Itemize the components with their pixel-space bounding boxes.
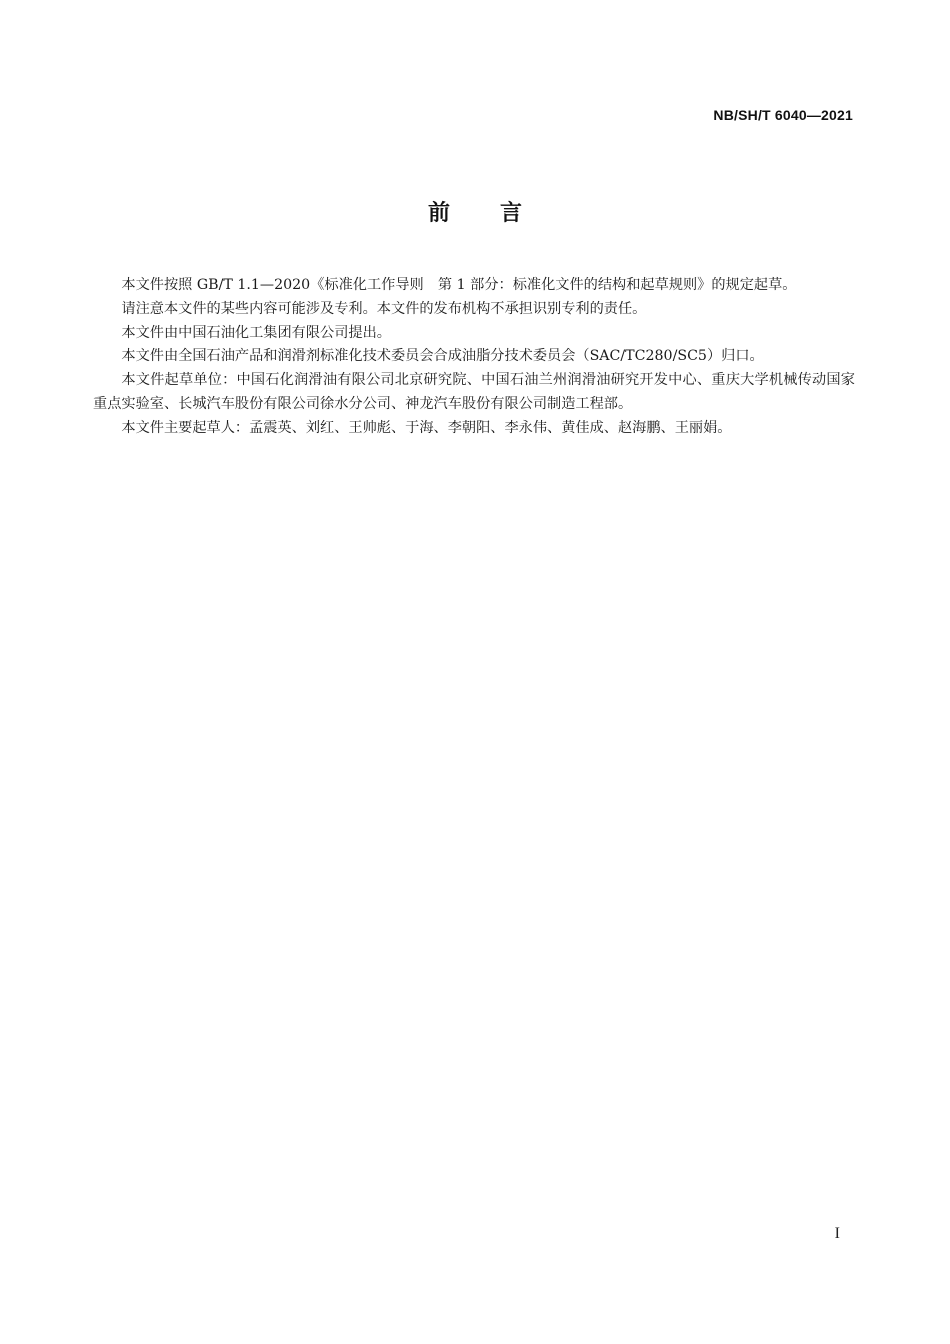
foreword-body (93, 274, 855, 441)
standard-number: NB/SH/T 6040—2021 (713, 107, 853, 123)
page-number: I (834, 1225, 840, 1242)
paragraph-committee: 本文件由全国石油产品和润滑剂标准化技术委员会合成油脂分技术委员会（SAC/TC280/SC5）归口。 (121, 348, 764, 365)
paragraph-drafting-rules: 本文件按照 GB/T 1.1—2020《标准化工作导则 第 1 部分：标准化文件的结构和起草规则》的规定起草。 (121, 277, 797, 293)
paragraph-drafters: 本文件主要起草人：孟震英、刘红、王帅彪、于海、李朝阳、李永伟、黄佳成、赵海鹏、王丽娟。 (121, 419, 732, 436)
page-title: 前言 (427, 201, 572, 226)
paragraph-patent-notice: 请注意本文件的某些内容可能涉及专利。本文件的发布机构不承担识别专利的责任。 (121, 300, 647, 317)
paragraph-proposer: 本文件由中国石油化工集团有限公司提出。 (121, 324, 391, 341)
paragraph-drafting-units: 本文件起草单位：中国石化润滑油有限公司北京研究院、中国石油兰州润滑油研究开发中心、重庆大学机械传动国家重点实验室、长城汽车股份有限公司徐水分公司、神龙汽车股份有限公司制造工程部。 (93, 372, 855, 412)
